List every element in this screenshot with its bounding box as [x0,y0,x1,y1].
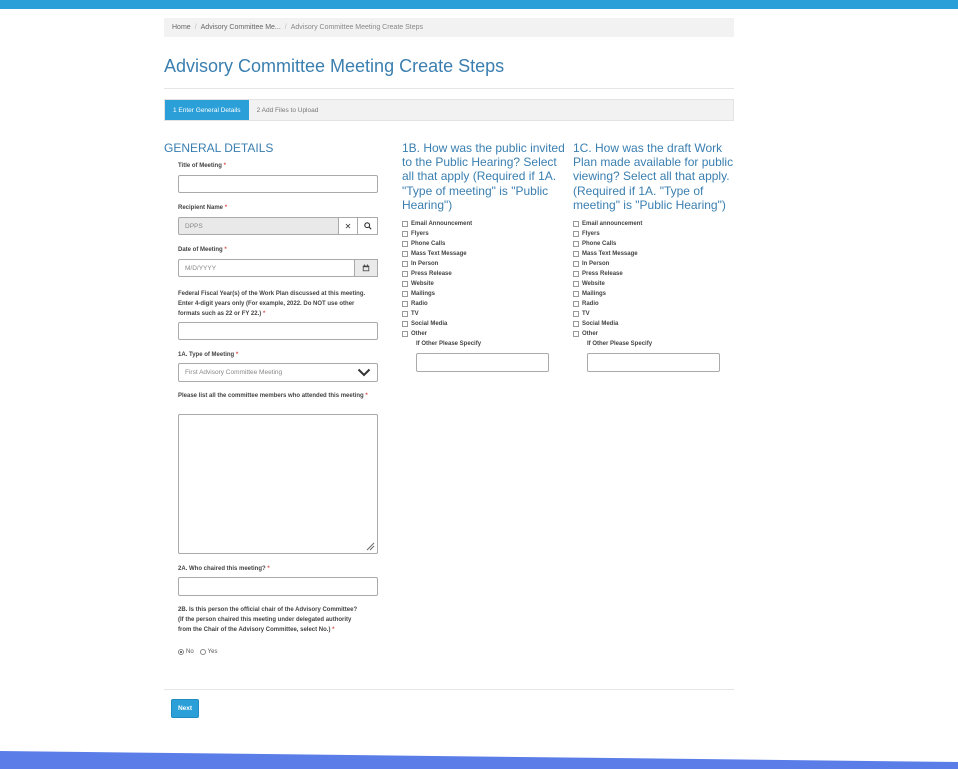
checkbox[interactable] [402,271,408,277]
checkbox[interactable] [573,311,579,317]
checkbox-row[interactable]: Radio [402,299,472,309]
checkbox[interactable] [573,301,579,307]
checkbox[interactable] [573,261,579,267]
checkbox[interactable] [573,281,579,287]
type-of-meeting-label: 1A. Type of Meeting * [178,352,239,358]
checkbox-row[interactable]: Email Announcement [402,219,472,229]
search-icon[interactable] [357,217,378,235]
checkbox[interactable] [402,221,408,227]
checkbox[interactable] [573,241,579,247]
checkbox[interactable] [402,241,408,247]
step-general-details[interactable]: 1 Enter General Details [165,100,249,120]
checkbox-row[interactable]: Phone Calls [573,239,642,249]
checkbox[interactable] [402,331,408,337]
checkbox-row[interactable]: Website [402,279,472,289]
checkbox-row[interactable]: In Person [573,259,642,269]
checkbox-row[interactable]: Press Release [402,269,472,279]
checkbox-row[interactable]: In Person [402,259,472,269]
chevron-down-icon [357,368,371,377]
checkbox-row[interactable]: Flyers [402,229,472,239]
checkbox[interactable] [402,301,408,307]
title-of-meeting-label: Title of Meeting * [178,163,226,169]
checkbox[interactable] [573,271,579,277]
clear-icon[interactable]: ✕ [338,217,358,235]
general-details-heading: GENERAL DETAILS [164,141,274,155]
title-divider [164,88,734,89]
checkbox-row[interactable]: Mass Text Message [573,249,642,259]
draft-available-heading: 1C. How was the draft Work Plan made available for public viewing? Select all that apply. (Required if 1A. "Type of meeting" is "Public Hearing") [573,141,734,212]
checkbox-row[interactable]: Social Media [573,319,642,329]
checkbox-row[interactable]: Other [573,329,642,339]
breadcrumb-separator: / [284,24,287,31]
checkbox[interactable] [573,221,579,227]
checkbox-row[interactable]: Email announcement [573,219,642,229]
type-of-meeting-select[interactable] [178,363,378,382]
breadcrumb-parent[interactable]: Advisory Committee Me... [200,24,281,31]
checkbox[interactable] [573,291,579,297]
radio-no-label: No [186,649,194,655]
checkbox[interactable] [402,231,408,237]
checkbox-row[interactable]: Radio [573,299,642,309]
checkbox-row[interactable]: Website [573,279,642,289]
checkbox[interactable] [402,311,408,317]
breadcrumb-separator: / [194,24,197,31]
checkbox-row[interactable]: Mass Text Message [402,249,472,259]
footer-wave [0,749,958,769]
checkbox[interactable] [573,231,579,237]
radio-no[interactable] [178,649,184,655]
breadcrumb-home[interactable]: Home [172,24,191,31]
title-of-meeting-input[interactable] [178,175,378,193]
resize-grip-icon[interactable] [365,541,375,551]
step-add-files[interactable]: 2 Add Files to Upload [256,106,319,114]
official-chair-radio-group [178,649,217,655]
page-title: Advisory Committee Meeting Create Steps [164,56,505,76]
fiscal-year-input[interactable] [178,322,378,340]
top-bar [0,0,958,9]
checkbox[interactable] [402,261,408,267]
committee-members-label: Please list all the committee members who attended this meeting * [178,393,368,399]
next-button[interactable]: Next [171,699,199,718]
official-chair-label: 2B. Is this person the official chair of the Advisory Committee? (If the person chaired this meeting under delegated authority from the Chair of the Advisory Committee, select No.) * [178,607,358,633]
public-invited-other-input[interactable] [416,353,549,372]
committee-members-textarea[interactable] [178,414,378,554]
form-footer-divider [164,689,734,690]
date-of-meeting-input[interactable]: M/D/YYYY [178,259,355,277]
checkbox[interactable] [402,251,408,257]
checkbox-row[interactable]: TV [573,309,642,319]
checkbox[interactable] [573,331,579,337]
calendar-icon[interactable] [354,259,378,277]
chaired-by-label: 2A. Who chaired this meeting? * [178,566,270,572]
checkbox[interactable] [402,321,408,327]
radio-yes[interactable] [200,649,206,655]
checkbox[interactable] [402,281,408,287]
checkbox-row[interactable]: Other [402,329,472,339]
checkbox-row[interactable]: Mailings [573,289,642,299]
public-invited-heading: 1B. How was the public invited to the Public Hearing? Select all that apply (Required if 1A. "Type of meeting" is "Public Hearing") [402,141,565,212]
recipient-name-label: Recipient Name * [178,205,228,211]
recipient-name-input[interactable]: DPPS [178,217,339,235]
checkbox[interactable] [402,291,408,297]
breadcrumb-current: Advisory Committee Meeting Create Steps [290,24,424,31]
draft-available-other-label: If Other Please Specify [587,341,653,347]
public-invited-checklist [402,219,472,339]
public-invited-other-label: If Other Please Specify [416,341,482,347]
checkbox-row[interactable]: Social Media [402,319,472,329]
type-of-meeting-value: First Advisory Committee Meeting [185,369,283,376]
chaired-by-input[interactable] [178,577,378,596]
checkbox-row[interactable]: Flyers [573,229,642,239]
draft-available-checklist [573,219,642,339]
checkbox-row[interactable]: Press Release [573,269,642,279]
fiscal-year-label: Federal Fiscal Year(s) of the Work Plan discussed at this meeting. Enter 4-digit years only (For example, 2022. Do NOT use other formats such as 22 or FY 22.) * [178,291,366,317]
checkbox-row[interactable]: Mailings [402,289,472,299]
breadcrumb [164,18,734,37]
date-of-meeting-label: Date of Meeting * [178,247,227,253]
wizard-steps [164,99,734,121]
radio-yes-label: Yes [207,649,218,655]
checkbox-row[interactable]: Phone Calls [402,239,472,249]
checkbox-row[interactable]: TV [402,309,472,319]
checkbox[interactable] [573,321,579,327]
draft-available-other-input[interactable] [587,353,720,372]
checkbox[interactable] [573,251,579,257]
